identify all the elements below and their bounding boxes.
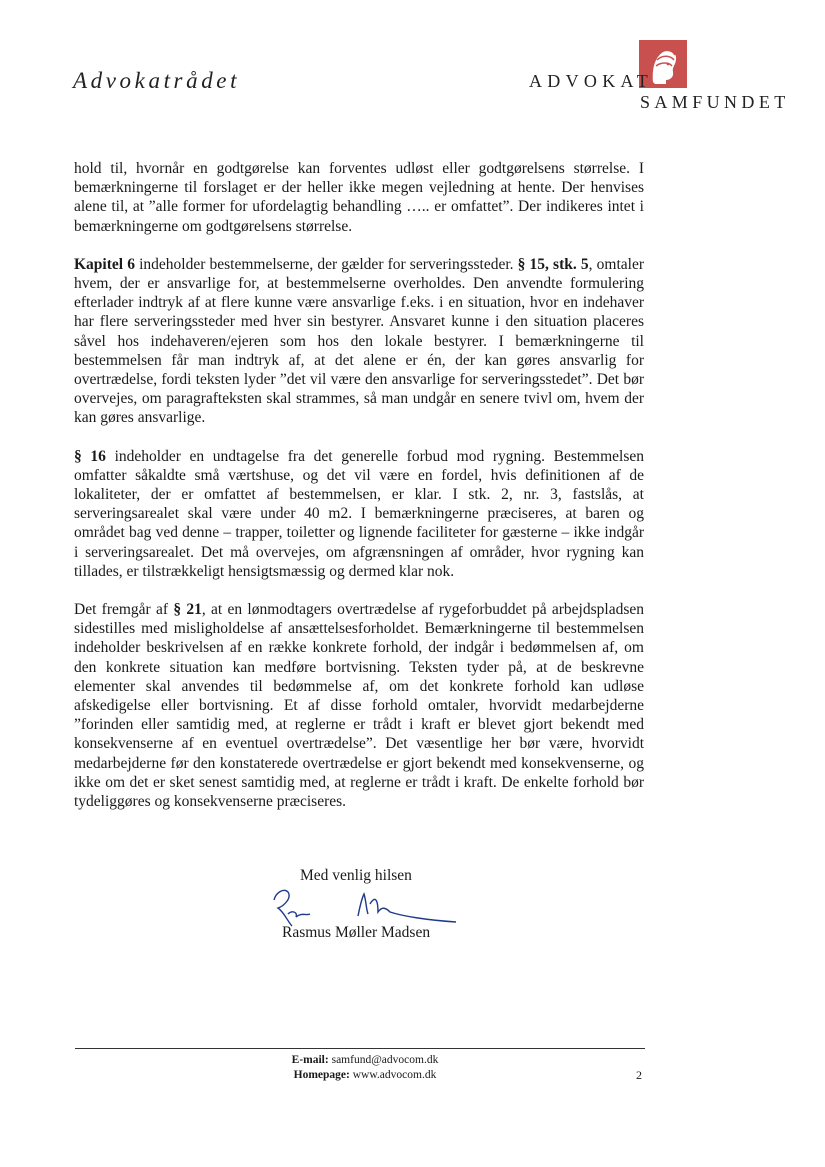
bold-reference: § 16 — [74, 447, 106, 465]
footer-divider — [75, 1048, 645, 1049]
letterhead-title: Advokatrådet — [73, 68, 241, 93]
body-paragraph — [74, 447, 644, 581]
body-paragraph — [74, 255, 644, 428]
bold-reference: Kapitel 6 — [74, 255, 135, 273]
page-number: 2 — [636, 1068, 642, 1082]
email-label: E-mail: — [291, 1054, 329, 1066]
paragraph-text: indeholder en undtagelse fra det generelle forbud mod rygning. Bestemmelsen omfatter såkaldte små værtshuse, og det vil være en fordel, hvis definitionen af de lokaliteter, der er omfattet af bestemmelsen, er klar. I stk. 2, nr. 3, fastslås, at serveringsarealet skal være under 40 m2. I bemærkningerne præciseres, at baren og området bag ved denne – trapper, toiletter og lignende faciliteter for gæsterne – ikke indgår i serveringsarealet. Det må overvejes, om afgrænsningen af områder, hvor rygning kan tillades, er tilstrækkeligt hensigtsmæssig og dermed klar nok. — [74, 447, 645, 580]
paragraph-text: , omtaler hvem, der er ansvarlige for, at bestemmelserne overholdes. Den anvendte formulering efterlader indtryk af at flere kunne være ansvarlige f.eks. i en situation, hvor en indehaver har flere serveringssteder med hver sin bestyrer. Ansvaret kunne i den situation placeres såvel hos indehaveren/ejeren som hos den lokale bestyrer. I bemærkningerne til bestemmelsen får man indtryk af, at det alene er én, der kan gøres ansvarlig for overtrædelse, fordi teksten lyder ”det vil være den ansvarlige for serveringsstedet”. Det bør overvejes, om paragrafteksten skal strammes, så man undgår en senere tvivl om, hvem der kan gøres ansvarlige. — [74, 255, 644, 427]
paragraph-text: hold til, hvornår en godtgørelse kan forventes udløst eller godtgørelsens størrelse. I bemærkningerne til forslaget er der heller ikke megen vejledning at hente. Der henvises alene til, at ”alle former for ufordelagtig behandling ….. er omfattet”. Der indikeres intet i bemærkningerne om godtgørelsens størrelse. — [74, 160, 644, 235]
brand-name-line1: ADVOKAT — [529, 71, 654, 91]
footer-contact — [225, 1053, 505, 1082]
bold-reference: § 21 — [173, 601, 202, 619]
bold-reference: § 15, stk. 5 — [517, 255, 589, 273]
body-paragraph — [74, 600, 644, 811]
paragraph-text: indeholder bestemmelserne, der gælder for serveringssteder. — [134, 255, 518, 273]
letter-body — [74, 159, 644, 830]
brand-name-line2: SAMFUNDET — [640, 92, 790, 112]
signer-name: Rasmus Møller Madsen — [282, 924, 431, 941]
homepage-link[interactable]: www.advocom.dk — [352, 1068, 437, 1081]
email-link[interactable]: samfund@advocom.dk — [331, 1054, 439, 1066]
body-paragraph — [74, 159, 644, 236]
closing-greeting: Med venlig hilsen — [300, 867, 412, 884]
paragraph-text: , at en lønmodtagers overtrædelse af rygeforbuddet på arbejdspladsen sidestilles med misligholdelse af ansættelsesforholdet. Bemærkningerne til bestemmelsen indeholder beskrivelsen af en række konkrete forhold, der indgår i bedømmelsen af, om den konkrete situation kan medføre bortvisning. Teksten tyder på, at de beskrevne elementer skal anvendes til bedømmelse af, om det konkrete forhold kan udløse afskedigelse eller bortvisning. Et af disse forhold omtaler, hvorvidt medarbejderne ”forinden eller samtidig med, at reglerne er trådt i kraft er blevet gjort bekendt med konsekvenserne af en eventuel overtrædelse”. Det væsentlige her bør være, hvorvidt medarbejderne før den konstaterede overtrædelse er gjort bekendt med konsekvenserne, og ikke om det er sket senest samtidig med, at reglerne er trådt i kraft. De enkelte forhold bør tydeliggøres og konsekvenserne præciseres. — [74, 601, 644, 811]
homepage-label: Homepage: — [293, 1068, 350, 1081]
paragraph-text: Det fremgår af — [74, 601, 174, 619]
